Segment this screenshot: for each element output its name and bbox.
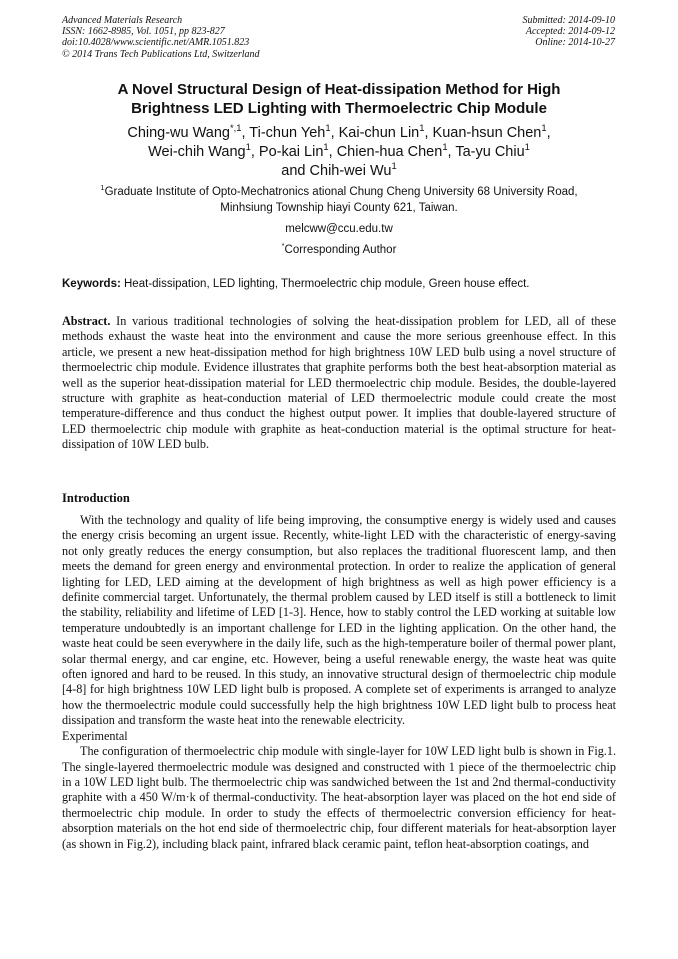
keywords-text: Heat-dissipation, LED lighting, Thermoelectric chip module, Green house effect.	[120, 278, 530, 290]
author-name: Ching-wu Wang	[127, 125, 230, 141]
author-name: Ti-chun Yeh	[249, 125, 326, 141]
paper-title	[62, 80, 616, 118]
introduction-heading: Introduction	[62, 491, 130, 505]
abstract-label: Abstract.	[62, 314, 111, 328]
author-affil-mark: 1	[325, 122, 331, 134]
author-line-3	[62, 162, 616, 181]
journal-copyright: © 2014 Trans Tech Publications Ltd, Switzerland	[62, 48, 260, 60]
author-separator: ,	[250, 144, 259, 160]
author-name: Wei-chih Wang	[148, 144, 246, 160]
corresponding-mark: *	[281, 241, 285, 251]
submission-dates	[523, 15, 616, 49]
author-affil-mark: 1	[245, 141, 251, 153]
author-list	[62, 124, 616, 181]
author-affil-mark: *,1	[229, 122, 242, 134]
journal-name: Advanced Materials Research	[62, 15, 183, 26]
affiliation-line-1	[62, 184, 616, 200]
journal-doi: doi:10.4028/www.scientific.net/AMR.1051.823	[62, 37, 250, 49]
corresponding-text: Corresponding Author	[284, 244, 397, 256]
experimental-paragraph-1: The configuration of thermoelectric chip module with single-layer for 10W LED light bulb is shown in Fig.1. The single-layered thermoelectric module was designed and constructed with 1 piece of the thermoelectric chip in a 10W LED light bulb. The thermoelectric chip was sandwiched between the 1st and 2nd thermal-conductivity graphite with a 450 W/m·k of thermal-conductivity. The heat-absorption layer was placed on the hot end side of thermoelectric chip module. In order to study the effects of thermoelectric conversion efficiency for heat-absorption materials on the hot end side of thermoelectric chip, four different materials for heat-absorption layer (as shown in Fig.2), including black paint, infrared black ceramic paint, teflon heat-absorption coatings, and	[62, 744, 616, 851]
submitted-date: Submitted: 2014-09-10	[522, 15, 615, 26]
author-separator: ,	[424, 125, 433, 141]
affiliation-line-2: Minhsiung Township hiayi County 621, Taiwan.	[220, 202, 458, 214]
author-name: Kuan-hsun Chen	[432, 125, 542, 141]
journal-issn: ISSN: 1662-8985, Vol. 1051, pp 823-827	[62, 26, 225, 38]
author-separator: ,	[328, 144, 337, 160]
author-separator: ,	[546, 125, 551, 141]
author-line-1	[62, 124, 616, 143]
author-name: Chih-wei Wu	[309, 163, 392, 179]
experimental-heading: Experimental	[62, 728, 128, 743]
title-line-2: Brightness LED Lighting with Thermoelectric Chip Module	[131, 100, 547, 117]
affiliation-mark: 1	[100, 183, 105, 193]
author-name: Chien-hua Chen	[336, 144, 443, 160]
introduction-body	[62, 513, 616, 852]
author-name: Ta-yu Chiu	[455, 144, 525, 160]
keywords-label: Keywords:	[62, 278, 121, 290]
author-name: Kai-chun Lin	[338, 125, 420, 141]
author-affil-mark: 1	[541, 122, 547, 134]
author-and: and	[281, 163, 310, 179]
abstract-text: In various traditional technologies of solving the heat-dissipation problem for LED, all of these methods exhaust the waste heat into the environment and cause the more serious greenhouse effect. In this article, we present a new heat-dissipation method for high brightness 10W LED bulb using a novel structure of thermoelectric chip module. Evidence illustrates that graphite performs both the best heat-absorption material as well as the superior heat-dissipation material for LED thermoelectric chip module. Besides, the double-layered structure with graphite as heat-conduction material of LED thermoelectric module could create the most temperature-difference and thus conduct the highest output power. It implies that double-layered structure of LED thermoelectric chip module with graphite as heat-conduction material is the optimal structure for heat-dissipation of 10W LED bulb.	[62, 314, 616, 452]
corresponding-author-note	[62, 243, 616, 257]
author-affil-mark: 1	[419, 122, 425, 134]
author-affil-mark: 1	[391, 160, 397, 172]
abstract	[62, 314, 616, 453]
author-affil-mark: 1	[323, 141, 329, 153]
accepted-date: Accepted: 2014-09-12	[525, 26, 615, 38]
author-separator: ,	[447, 144, 456, 160]
author-name: Po-kai Lin	[258, 144, 324, 160]
title-line-1: A Novel Structural Design of Heat-dissipation Method for High	[117, 81, 561, 98]
keywords	[62, 277, 616, 291]
affiliation-text: Graduate Institute of Opto-Mechatronics ational Chung Cheng University 68 University Road,	[104, 186, 578, 198]
author-affil-mark: 1	[442, 141, 448, 153]
author-affil-mark: 1	[524, 141, 530, 153]
author-separator: ,	[330, 125, 339, 141]
author-email: melcww@ccu.edu.tw	[285, 223, 393, 235]
intro-paragraph-1: With the technology and quality of life being improving, the consumptive energy is widely used and causes the energy crisis becoming an urgent issue. Recently, white-light LED with the characteristic of energy-saving not only greatly reduces the energy consumption, but also replaces the traditional fluorescent lamp, and then meets the demand for green energy and environmental protection. In order to realize the application of general lighting for LED, LED aiming at the development of high brightness as well as high power efficiency is a definite commercial target. Unfortunately, the thermal problem caused by LED itself is still a bottleneck to limit the stability, reliability and lifetime of LED [1-3]. Hence, how to stably control the LED working at suitable low temperature undoubtedly is an important challenge for LED in the lighting application. On the other hand, the waste heat could be seen everywhere in the daily life, such as the high-temperature boiler of thermal power plant, solar thermal energy, and car engine, etc. However, being a useful renewable energy, the waste heat was quite often ignored and hard to be reused. In this study, an innovative structural design of thermoelectric chip module [4-8] for high brightness 10W LED light bulb is proposed. A complete set of experiments is arranged to analyze how the thermoelectric module could successfully help the high brightness 10W LED light bulb to process heat dissipation and transform the waste heat into the renewable electricity.	[62, 513, 616, 728]
journal-info	[62, 15, 260, 60]
author-line-2	[62, 143, 616, 162]
author-separator: ,	[241, 125, 250, 141]
online-date: Online: 2014-10-27	[535, 37, 615, 49]
affiliation	[62, 184, 616, 216]
